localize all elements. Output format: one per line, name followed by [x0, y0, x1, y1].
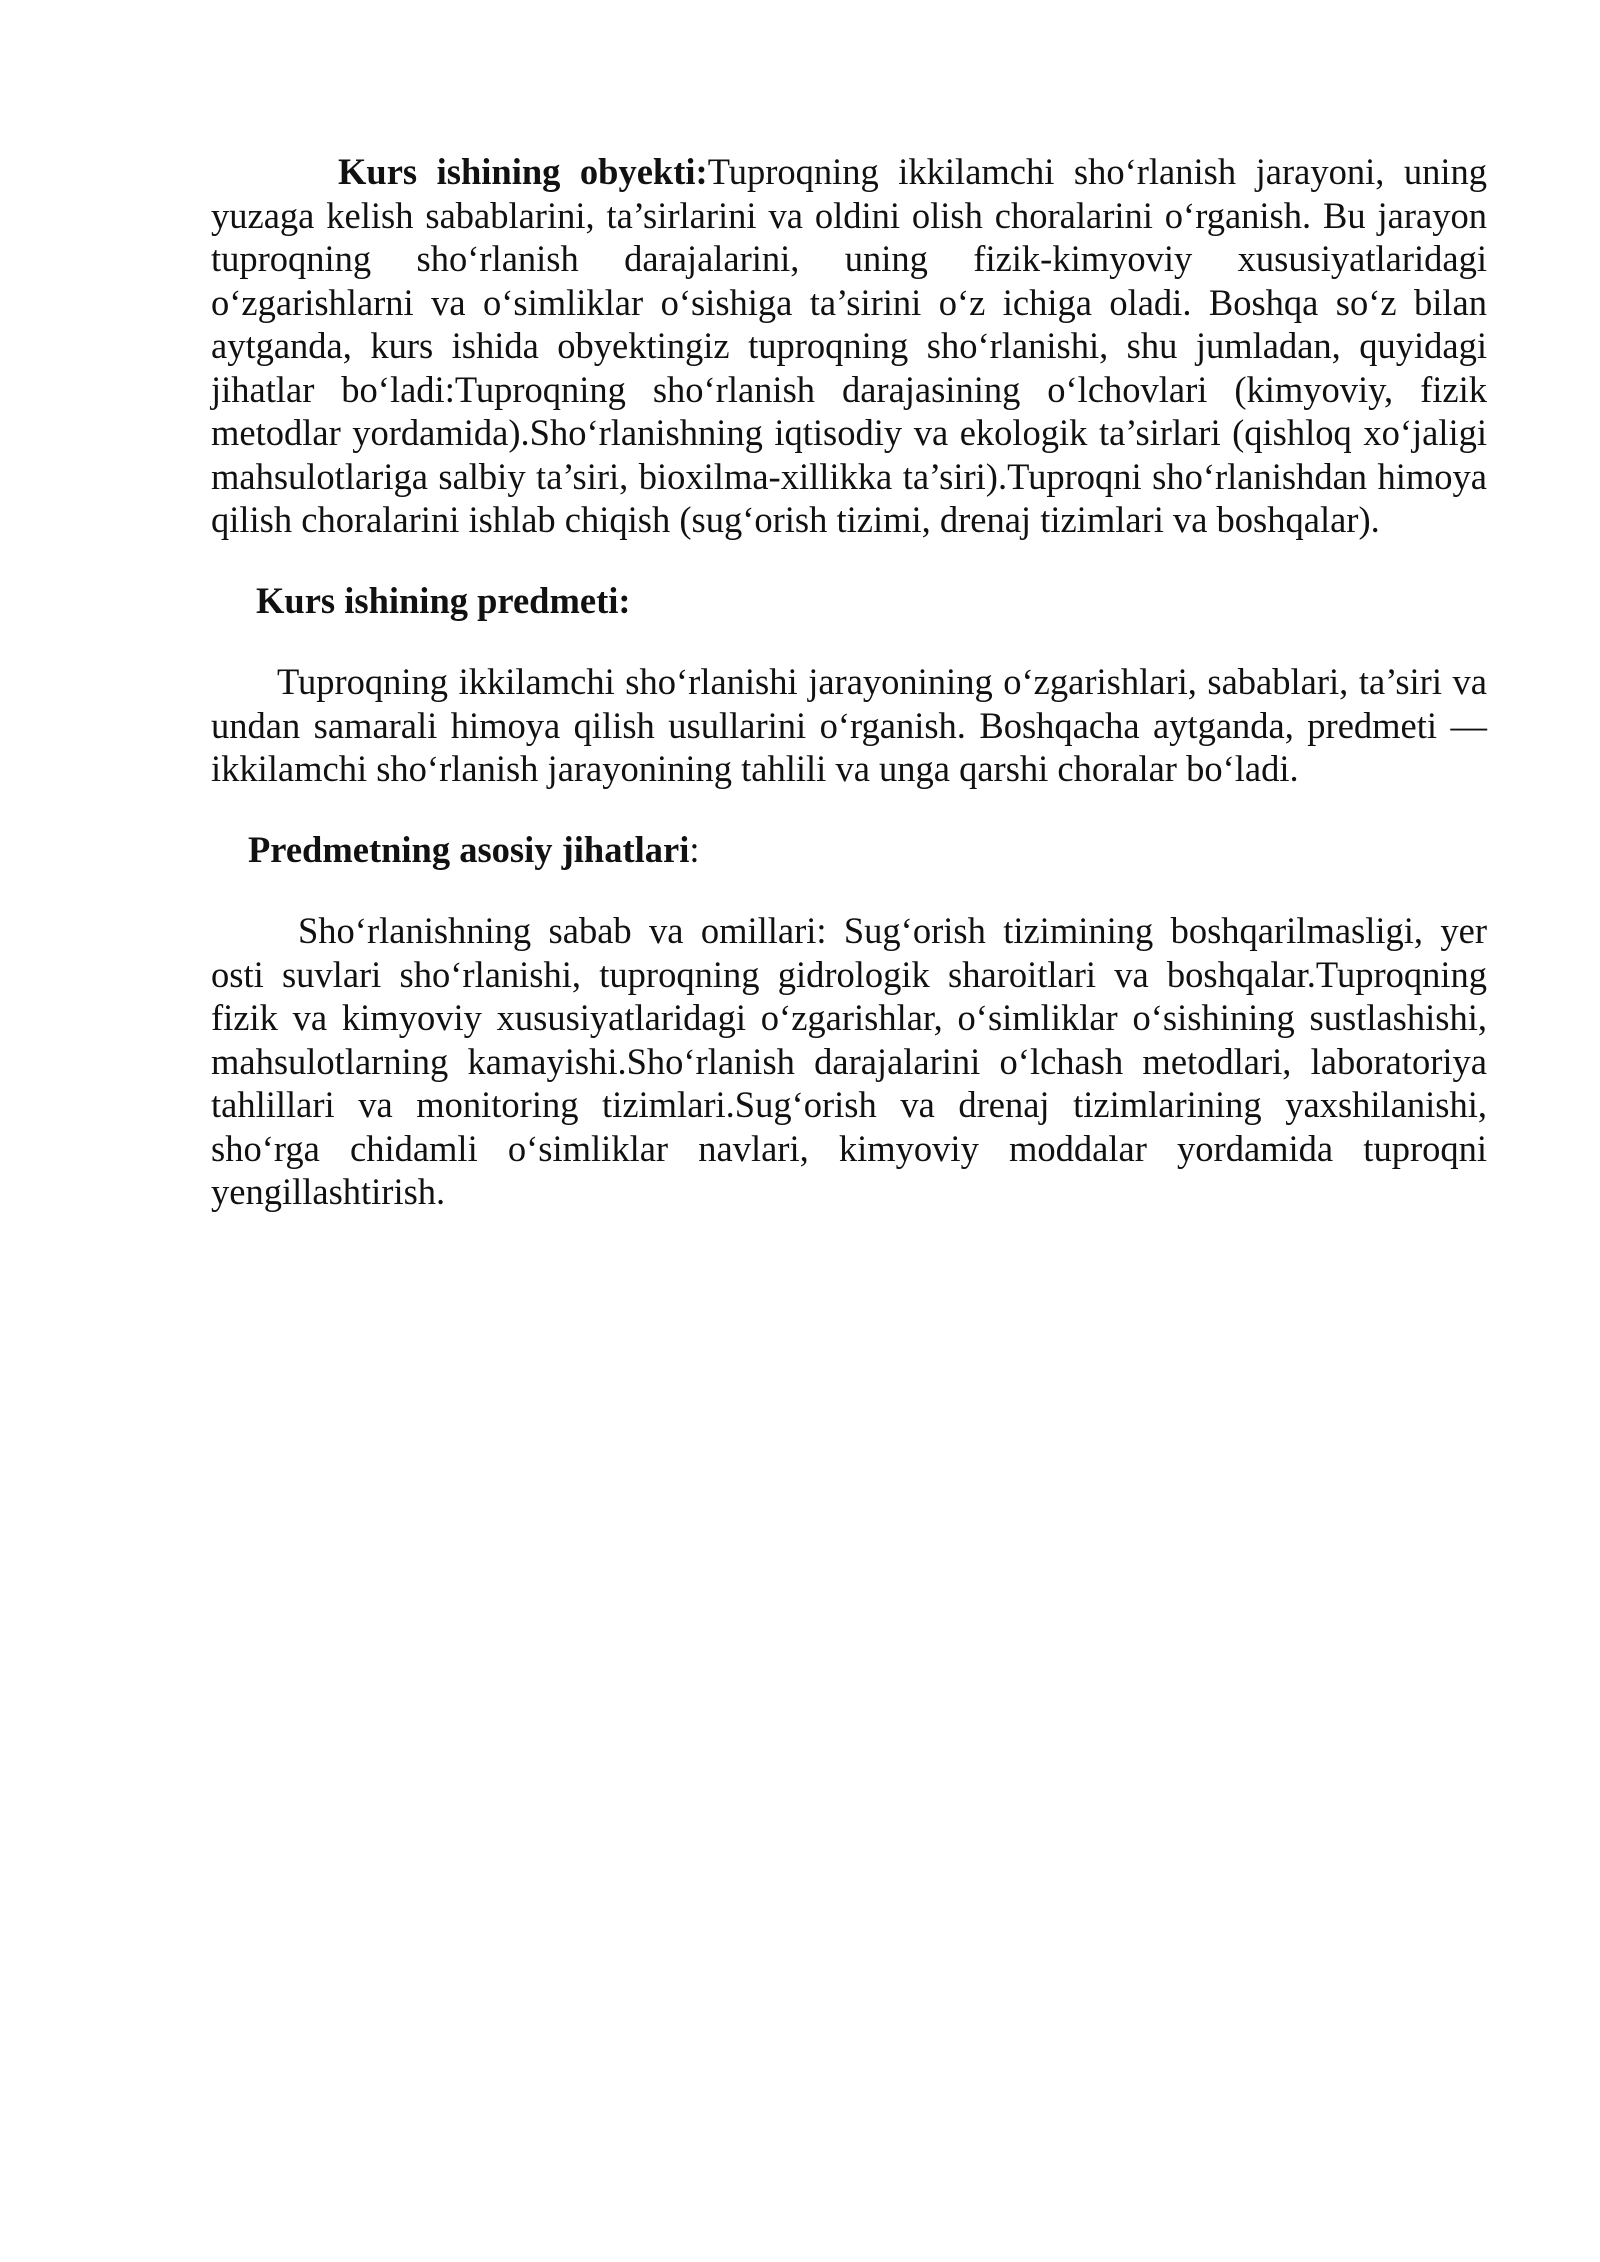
aspects-heading-colon: : [689, 828, 700, 870]
object-paragraph [211, 150, 1487, 542]
aspects-heading [211, 828, 1487, 872]
aspects-paragraph: Sho‘rlanishning sabab va omillari: Sug‘orish tizimining boshqarilmasligi, yer osti suvlari sho‘rlanishi, tuproqning gidrologik sharoitlari va boshqalar.Tuproqning fizik va kimyoviy xususiyatlaridagi o‘zgarishlar, o‘simliklar o‘sishining sustlashishi, mahsulotlarning kamayishi.Sho‘rlanish darajalarini o‘lchash metodlari, laboratoriya tahlillari va monitoring tizimlari.Sug‘orish va drenaj tizimlarining yaxshilanishi, sho‘rga chidamli o‘simliklar navlari, kimyoviy moddalar yordamida tuproqni yengillashtirish. [211, 910, 1487, 1212]
object-lead-label: Kurs ishining obyekti: [338, 151, 708, 192]
aspects-heading-text: Predmetning asosiy jihatlari [248, 828, 690, 870]
object-text: Tuproqning ikkilamchi sho‘rlanish jarayoni, uning yuzaga kelish sabablarini, ta’sirlarini va oldini olish choralarini o‘rganish. Bu jarayon tuproqning sho‘rlanish darajalarini, uning fizik-kimyoviy xususiyatlaridagi o‘zgarishlarni va o‘simliklar o‘sishiga ta’sirini o‘z ichiga oladi. Boshqa so‘z bilan aytganda, kurs ishida obyektingiz tuproqning sho‘rlanishi, shu jumladan, quyidagi jihatlar bo‘ladi:Tuproqning sho‘rlanish darajasining o‘lchovlari (kimyoviy, fizik metodlar yordamida).Sho‘rlanishning iqtisodiy va ekologik ta’sirlari (qishloq xo‘jaligi mahsulotlariga salbiy ta’siri, bioxilma-xillikka ta’siri).Tuproqni sho‘rlanishdan himoya qilish choralarini ishlab chiqish (sug‘orish tizimi, drenaj tizimlari va boshqalar). [211, 151, 1488, 540]
document-page [211, 150, 1487, 1214]
subject-paragraph: Tuproqning ikkilamchi sho‘rlanishi jarayonining o‘zgarishlari, sabablari, ta’siri va undan samarali himoya qilish usullarini o‘rganish. Boshqacha aytganda, predmeti — ikkilamchi sho‘rlanish jarayonining tahlili va unga qarshi choralar bo‘ladi. [211, 661, 1487, 789]
subject-heading: Kurs ishining predmeti: [256, 579, 631, 621]
